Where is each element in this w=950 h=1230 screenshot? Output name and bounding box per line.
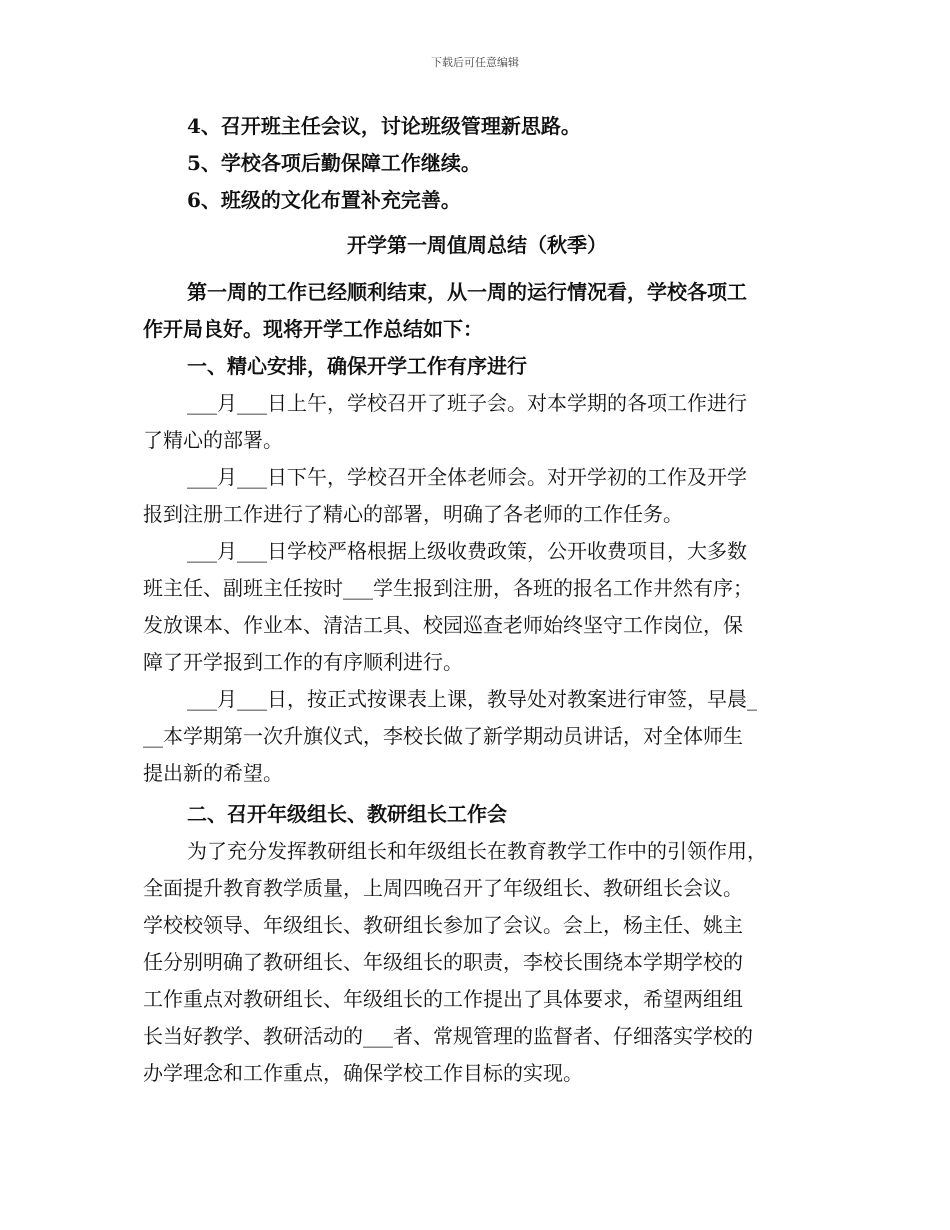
paragraph-line: 办学理念和工作重点，确保学校工作目标的实现。 [143, 1061, 583, 1085]
paragraph-line: 长当好教学、教研活动的___者、常规管理的监督者、仔细落实学校的 [143, 1024, 753, 1048]
section2-paragraph [143, 833, 811, 1092]
document-body [143, 108, 811, 1092]
paragraph-line: 为了充分发挥教研组长和年级组长在教育教学工作中的引领作用， [187, 839, 767, 863]
list-item: 5、学校各项后勤保障工作继续。 [187, 151, 481, 175]
section-heading: 二、召开年级组长、教研组长工作会 [187, 802, 507, 826]
paragraph-line: 工作重点对教研组长、年级组长的工作提出了具体要求，希望两组组 [143, 987, 743, 1011]
section1-paragraph [143, 681, 811, 792]
section-heading: 一、精心安排，确保开学工作有序进行 [187, 354, 527, 378]
paragraph-line: ___月___日下午，学校召开全体老师会。对开学初的工作及开学 [187, 465, 747, 489]
paragraph-line: 任分别明确了教研组长、年级组长的职责，李校长围绕本学期学校的 [143, 950, 743, 974]
header-note: 下载后可任意编辑 [431, 56, 519, 69]
paragraph-line: 第一周的工作已经顺利结束，从一周的运行情况看，学校各项工 [187, 280, 747, 304]
paragraph-line: ___月___日，按正式按课表上课，教导处对教案进行审签，早晨_ [187, 687, 757, 711]
paragraph-line: ___月___日上午，学校召开了班子会。对本学期的各项工作进行 [187, 391, 747, 415]
document-title: 开学第一周值周总结（秋季） [347, 233, 607, 257]
paragraph-line: 班主任、副班主任按时___学生报到注册，各班的报名工作井然有序； [143, 576, 753, 600]
paragraph-line: 障了开学报到工作的有序顺利进行。 [143, 650, 463, 674]
paragraph-line: 学校校领导、年级组长、教研组长参加了会议。会上，杨主任、姚主 [143, 913, 743, 937]
paragraph-line: 报到注册工作进行了精心的部署，明确了各老师的工作任务。 [143, 502, 683, 526]
section1-paragraph [143, 459, 811, 533]
paragraph-line: 发放课本、作业本、清洁工具、校园巡查老师始终坚守工作岗位，保 [143, 613, 743, 637]
section1-paragraph [143, 533, 811, 681]
paragraph-line: 提出新的希望。 [143, 761, 283, 785]
intro-paragraph [143, 274, 811, 348]
section1-paragraph [143, 385, 811, 459]
list-item: 4、召开班主任会议，讨论班级管理新思路。 [187, 114, 581, 138]
paragraph-line: 作开局良好。现将开学工作总结如下： [143, 317, 483, 341]
paragraph-line: __本学期第一次升旗仪式，李校长做了新学期动员讲话，对全体师生 [143, 724, 743, 748]
list-item: 6、班级的文化布置补充完善。 [187, 188, 461, 212]
paragraph-line: ___月___日学校严格根据上级收费政策，公开收费项目，大多数 [187, 539, 747, 563]
paragraph-line: 全面提升教育教学质量，上周四晚召开了年级组长、教研组长会议。 [143, 876, 743, 900]
paragraph-line: 了精心的部署。 [143, 428, 283, 452]
